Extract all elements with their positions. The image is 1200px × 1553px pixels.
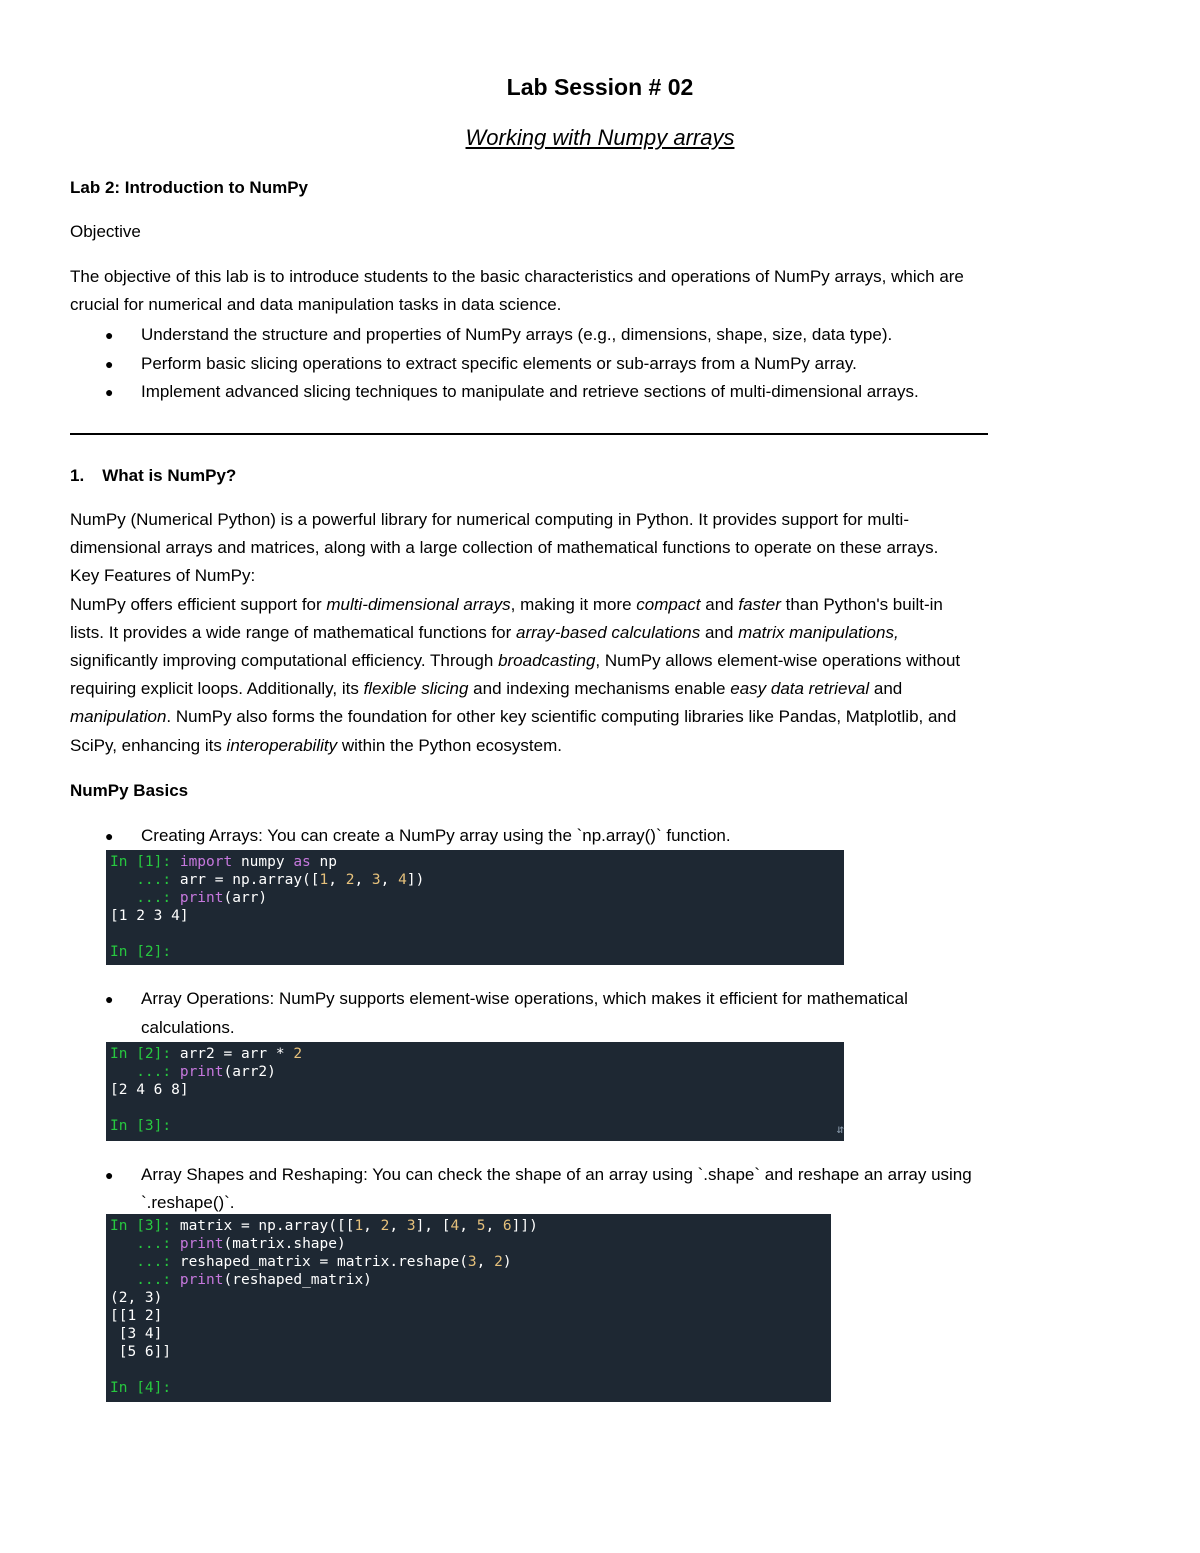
objective-bullet-text: Understand the structure and properties of NumPy arrays (e.g., dimensions, shape, size, data type).: [141, 325, 893, 344]
code-line: ...: print(arr2): [110, 1064, 276, 1080]
code-output: [1 2 3 4]: [110, 908, 189, 924]
features-line-4: requiring explicit loops. Additionally, its flexible slicing and indexing mechanisms enable easy data retrieval and: [70, 679, 903, 698]
horizontal-divider: [70, 433, 988, 435]
basics-bullet-continuation: `.reshape()`.: [141, 1193, 235, 1212]
basics-bullet-text: Array Operations: NumPy supports element-wise operations, which makes it efficient for mathematical: [141, 989, 908, 1008]
code-output: (2, 3): [110, 1290, 163, 1306]
objective-bullet-text: Perform basic slicing operations to extract specific elements or sub-arrays from a NumPy array.: [141, 354, 857, 373]
objective-bullet: [105, 350, 857, 378]
code-output: [2 4 6 8]: [110, 1082, 189, 1098]
key-features-label: Key Features of NumPy:: [70, 566, 256, 585]
code-line: In [3]:: [110, 1118, 172, 1134]
code-block-create-array: [106, 850, 844, 965]
section-1-heading: [70, 462, 236, 490]
basics-heading: NumPy Basics: [70, 781, 189, 800]
features-line-2: lists. It provides a wide range of mathematical functions for array-based calculations and matrix manipulations,: [70, 623, 899, 642]
section-title: What is NumPy?: [102, 466, 237, 485]
features-line-5: manipulation. NumPy also forms the foundation for other key scientific computing libraries like Pandas, Matplotlib, and: [70, 707, 957, 726]
basics-bullet-continuation: calculations.: [141, 1018, 235, 1037]
intro-line-2: dimensional arrays and matrices, along with a large collection of mathematical functions to operate on these arrays.: [70, 538, 939, 557]
bullet-icon: ●: [105, 1167, 114, 1183]
objective-text-line-1: The objective of this lab is to introduce students to the basic characteristics and operations of NumPy arrays, which are: [70, 267, 964, 286]
lab-heading: Lab 2: Introduction to NumPy: [70, 178, 308, 197]
code-blank: [110, 925, 844, 943]
page-title: Lab Session # 02: [506, 74, 694, 100]
objective-text-line-2: crucial for numerical and data manipulation tasks in data science.: [70, 295, 562, 314]
code-block-array-ops: [106, 1042, 844, 1141]
code-line: In [3]: matrix = np.array([[1, 2, 3], [4, 5, 6]]): [110, 1218, 538, 1234]
basics-bullet-creating: [105, 822, 731, 850]
code-blank: [110, 1361, 831, 1379]
code-line: ...: reshaped_matrix = matrix.reshape(3, 2): [110, 1254, 512, 1270]
basics-bullet-operations: [105, 985, 908, 1013]
bullet-icon: ●: [105, 356, 114, 372]
code-line: In [4]:: [110, 1380, 172, 1396]
basics-bullet-text: Array Shapes and Reshaping: You can check the shape of an array using `.shape` and reshape an array using: [141, 1165, 972, 1184]
bullet-icon: ●: [105, 991, 114, 1007]
code-line: ...: print(matrix.shape): [110, 1236, 346, 1252]
bullet-icon: ●: [105, 384, 114, 400]
code-line: ...: print(reshaped_matrix): [110, 1272, 372, 1288]
objective-bullet: [105, 378, 919, 406]
section-number: 1.: [70, 466, 85, 485]
code-output: [3 4]: [110, 1326, 163, 1342]
basics-bullet-text: Creating Arrays: You can create a NumPy array using the `np.array()` function.: [141, 826, 731, 845]
features-line-6: SciPy, enhancing its interoperability within the Python ecosystem.: [70, 736, 562, 755]
objective-bullet-text: Implement advanced slicing techniques to manipulate and retrieve sections of multi-dimensional arrays.: [141, 382, 919, 401]
objective-bullet: [105, 321, 892, 349]
code-line: ...: arr = np.array([1, 2, 3, 4]): [110, 872, 425, 888]
code-blank: [110, 1099, 844, 1117]
features-line-3: significantly improving computational efficiency. Through broadcasting, NumPy allows element-wise operations without: [70, 651, 961, 670]
code-line: ...: print(arr): [110, 890, 268, 906]
page-subtitle: Working with Numpy arrays: [465, 125, 735, 150]
features-line-1: NumPy offers efficient support for multi-dimensional arrays, making it more compact and faster than Python's built-in: [70, 595, 943, 614]
bullet-icon: ●: [105, 828, 114, 844]
code-output: [5 6]]: [110, 1344, 172, 1360]
code-output: [[1 2]: [110, 1308, 163, 1324]
scroll-icon: ⇵: [836, 1122, 844, 1136]
objective-label: Objective: [70, 222, 141, 241]
code-line: In [2]:: [110, 944, 172, 960]
code-block-reshape: [106, 1214, 831, 1402]
code-line: In [1]: import numpy as np: [110, 854, 337, 870]
intro-line-1: NumPy (Numerical Python) is a powerful library for numerical computing in Python. It provides support for multi-: [70, 510, 909, 529]
basics-bullet-shapes: [105, 1161, 972, 1189]
code-line: In [2]: arr2 = arr * 2: [110, 1046, 303, 1062]
bullet-icon: ●: [105, 327, 114, 343]
